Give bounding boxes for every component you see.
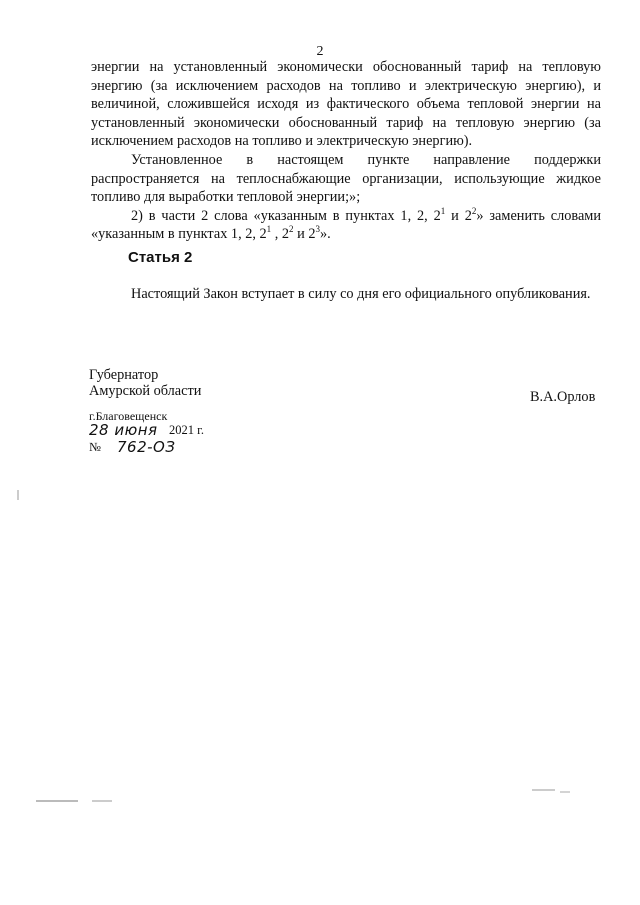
paragraph-support-direction: Установленное в настоящем пункте направление поддержки распространяется на теплоснабжающие организации, использующие жидкое топливо для выработки тепловой энергии;»; xyxy=(91,151,601,206)
date-year: 2021 г. xyxy=(169,423,204,437)
item2-prefix: 2) в части 2 слова «указанным в пунктах 1, 2, 2 xyxy=(131,207,441,224)
date-handwritten: 28 июня xyxy=(89,421,158,439)
governor-name: В.А.Орлов xyxy=(530,389,596,405)
item2-suffix: ». xyxy=(320,226,331,243)
governor-title-line2: Амурской области xyxy=(89,383,202,399)
page-number: 2 xyxy=(316,44,324,59)
paragraph-continuation: энергии на установленный экономически обоснованный тариф на тепловую энергию (за исключением расходов на топливо и электрическую энергию), и величиной, сложившейся исходя из фактического объема тепловой энергии на установленный экономически обоснованный тариф на тепловую энергию (за исключением расходов на топливо и электрическую энергию). xyxy=(91,59,601,150)
item2-sup3: 1 xyxy=(266,224,272,235)
item2-mid4: и 2 xyxy=(293,226,316,243)
item2-sup1: 1 xyxy=(440,205,446,216)
item2-mid1: и 2 xyxy=(445,207,472,224)
item2-sup4: 2 xyxy=(289,224,294,235)
governor-title-line1: Губернатор xyxy=(89,367,159,383)
article-heading: Статья 2 xyxy=(128,249,193,266)
number-handwritten: 762-ОЗ xyxy=(117,438,176,456)
article-text: Настоящий Закон вступает в силу со дня его официального опубликования. xyxy=(131,286,591,302)
item2-sup2: 2 xyxy=(471,205,477,216)
number-sign: № xyxy=(89,440,101,454)
item2-sup5: 3 xyxy=(315,224,320,235)
item2-mid3: , 2 xyxy=(271,226,290,243)
item2-mid2: » заменить словами «указанным в пунктах 1, 2, 2 xyxy=(91,207,601,243)
place: г.Благовещенск xyxy=(89,409,168,423)
